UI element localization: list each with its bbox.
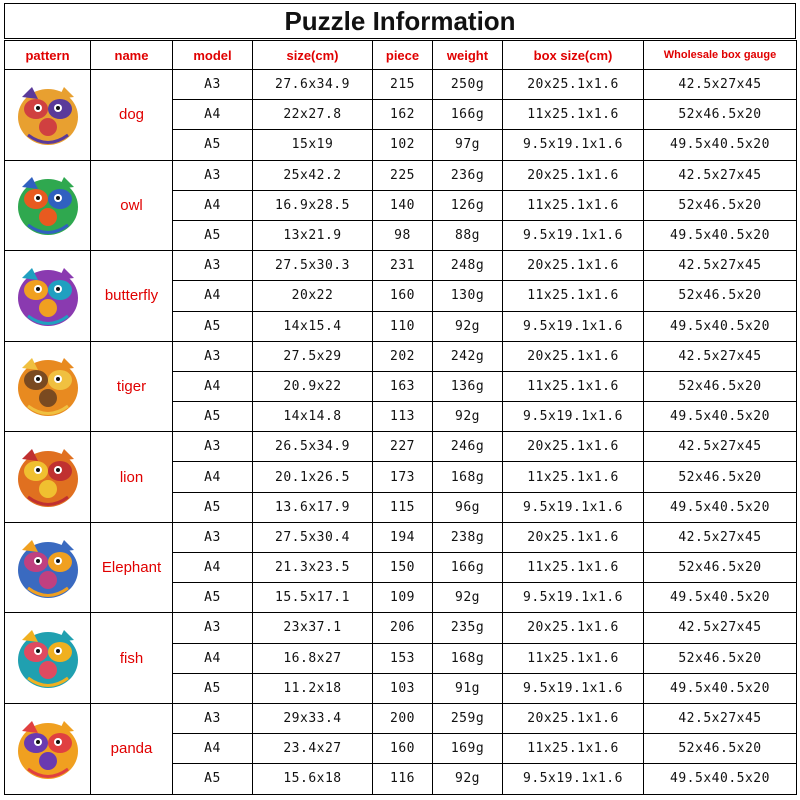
size-cell: 23.4x27: [253, 734, 373, 764]
wholesale-gauge-cell: 42.5x27x45: [644, 613, 797, 643]
pattern-name: tiger: [91, 341, 173, 432]
pattern-name: butterfly: [91, 251, 173, 342]
header-row: [5, 41, 797, 70]
piece-cell: 160: [373, 734, 433, 764]
wholesale-gauge-cell: 52x46.5x20: [644, 100, 797, 130]
fish-puzzle-icon: [8, 618, 88, 698]
wholesale-gauge-cell: 42.5x27x45: [644, 341, 797, 371]
model-cell: A3: [173, 251, 253, 281]
box-size-cell: 9.5x19.1x1.6: [503, 673, 644, 703]
size-cell: 27.5x30.4: [253, 522, 373, 552]
box-size-cell: 20x25.1x1.6: [503, 613, 644, 643]
size-cell: 22x27.8: [253, 100, 373, 130]
weight-cell: 168g: [433, 462, 503, 492]
table-row: [5, 160, 797, 190]
model-cell: A4: [173, 643, 253, 673]
box-size-cell: 20x25.1x1.6: [503, 703, 644, 733]
box-size-cell: 20x25.1x1.6: [503, 251, 644, 281]
box-size-cell: 11x25.1x1.6: [503, 281, 644, 311]
box-size-cell: 11x25.1x1.6: [503, 371, 644, 401]
table-row: [5, 522, 797, 552]
wholesale-gauge-cell: 42.5x27x45: [644, 251, 797, 281]
weight-cell: 169g: [433, 734, 503, 764]
weight-cell: 92g: [433, 402, 503, 432]
wholesale-gauge-cell: 42.5x27x45: [644, 703, 797, 733]
header-weight: weight: [433, 41, 503, 70]
header-size: size(cm): [253, 41, 373, 70]
wholesale-gauge-cell: 42.5x27x45: [644, 432, 797, 462]
wholesale-gauge-cell: 42.5x27x45: [644, 522, 797, 552]
model-cell: A5: [173, 764, 253, 794]
box-size-cell: 9.5x19.1x1.6: [503, 492, 644, 522]
weight-cell: 97g: [433, 130, 503, 160]
size-cell: 13x21.9: [253, 220, 373, 250]
header-model: model: [173, 41, 253, 70]
weight-cell: 130g: [433, 281, 503, 311]
model-cell: A3: [173, 341, 253, 371]
pattern-cell: [5, 251, 91, 342]
model-cell: A3: [173, 160, 253, 190]
wholesale-gauge-cell: 52x46.5x20: [644, 734, 797, 764]
model-cell: A3: [173, 613, 253, 643]
header-box-size: box size(cm): [503, 41, 644, 70]
box-size-cell: 11x25.1x1.6: [503, 100, 644, 130]
piece-cell: 103: [373, 673, 433, 703]
piece-cell: 150: [373, 553, 433, 583]
page-title: Puzzle Information: [4, 3, 796, 39]
weight-cell: 235g: [433, 613, 503, 643]
model-cell: A5: [173, 220, 253, 250]
size-cell: 23x37.1: [253, 613, 373, 643]
size-cell: 20x22: [253, 281, 373, 311]
size-cell: 27.6x34.9: [253, 70, 373, 100]
weight-cell: 246g: [433, 432, 503, 462]
wholesale-gauge-cell: 52x46.5x20: [644, 190, 797, 220]
piece-cell: 162: [373, 100, 433, 130]
piece-cell: 194: [373, 522, 433, 552]
piece-cell: 227: [373, 432, 433, 462]
piece-cell: 110: [373, 311, 433, 341]
butterfly-puzzle-icon: [8, 256, 88, 336]
model-cell: A3: [173, 522, 253, 552]
box-size-cell: 11x25.1x1.6: [503, 553, 644, 583]
piece-cell: 173: [373, 462, 433, 492]
weight-cell: 250g: [433, 70, 503, 100]
table-row: [5, 432, 797, 462]
pattern-cell: [5, 432, 91, 523]
box-size-cell: 9.5x19.1x1.6: [503, 130, 644, 160]
pattern-name: lion: [91, 432, 173, 523]
table-body: [5, 70, 797, 795]
size-cell: 16.9x28.5: [253, 190, 373, 220]
box-size-cell: 9.5x19.1x1.6: [503, 220, 644, 250]
size-cell: 11.2x18: [253, 673, 373, 703]
box-size-cell: 11x25.1x1.6: [503, 190, 644, 220]
wholesale-gauge-cell: 52x46.5x20: [644, 553, 797, 583]
piece-cell: 231: [373, 251, 433, 281]
piece-cell: 140: [373, 190, 433, 220]
box-size-cell: 11x25.1x1.6: [503, 643, 644, 673]
table-row: [5, 341, 797, 371]
size-cell: 13.6x17.9: [253, 492, 373, 522]
piece-cell: 102: [373, 130, 433, 160]
weight-cell: 166g: [433, 100, 503, 130]
pattern-cell: [5, 160, 91, 251]
weight-cell: 91g: [433, 673, 503, 703]
header-pattern: pattern: [5, 41, 91, 70]
pattern-name: panda: [91, 703, 173, 794]
pattern-name: fish: [91, 613, 173, 704]
piece-cell: 113: [373, 402, 433, 432]
table-row: [5, 613, 797, 643]
box-size-cell: 20x25.1x1.6: [503, 160, 644, 190]
owl-puzzle-icon: [8, 165, 88, 245]
weight-cell: 166g: [433, 553, 503, 583]
elephant-puzzle-icon: [8, 528, 88, 608]
table-row: [5, 251, 797, 281]
model-cell: A4: [173, 190, 253, 220]
pattern-cell: [5, 613, 91, 704]
panda-puzzle-icon: [8, 709, 88, 789]
model-cell: A5: [173, 311, 253, 341]
wholesale-gauge-cell: 42.5x27x45: [644, 160, 797, 190]
model-cell: A3: [173, 703, 253, 733]
weight-cell: 236g: [433, 160, 503, 190]
size-cell: 14x14.8: [253, 402, 373, 432]
header-name: name: [91, 41, 173, 70]
box-size-cell: 9.5x19.1x1.6: [503, 402, 644, 432]
wholesale-gauge-cell: 49.5x40.5x20: [644, 311, 797, 341]
wholesale-gauge-cell: 49.5x40.5x20: [644, 220, 797, 250]
wholesale-gauge-cell: 49.5x40.5x20: [644, 673, 797, 703]
box-size-cell: 9.5x19.1x1.6: [503, 311, 644, 341]
size-cell: 20.9x22: [253, 371, 373, 401]
model-cell: A4: [173, 371, 253, 401]
wholesale-gauge-cell: 42.5x27x45: [644, 70, 797, 100]
wholesale-gauge-cell: 49.5x40.5x20: [644, 492, 797, 522]
piece-cell: 225: [373, 160, 433, 190]
weight-cell: 92g: [433, 583, 503, 613]
weight-cell: 92g: [433, 311, 503, 341]
model-cell: A5: [173, 402, 253, 432]
model-cell: A4: [173, 462, 253, 492]
weight-cell: 126g: [433, 190, 503, 220]
pattern-cell: [5, 70, 91, 161]
wholesale-gauge-cell: 49.5x40.5x20: [644, 764, 797, 794]
wholesale-gauge-cell: 52x46.5x20: [644, 643, 797, 673]
box-size-cell: 11x25.1x1.6: [503, 734, 644, 764]
model-cell: A5: [173, 130, 253, 160]
pattern-cell: [5, 522, 91, 613]
wholesale-gauge-cell: 49.5x40.5x20: [644, 130, 797, 160]
size-cell: 15.6x18: [253, 764, 373, 794]
size-cell: 20.1x26.5: [253, 462, 373, 492]
pattern-name: owl: [91, 160, 173, 251]
weight-cell: 92g: [433, 764, 503, 794]
box-size-cell: 20x25.1x1.6: [503, 70, 644, 100]
box-size-cell: 20x25.1x1.6: [503, 522, 644, 552]
model-cell: A5: [173, 673, 253, 703]
model-cell: A5: [173, 492, 253, 522]
pattern-name: dog: [91, 70, 173, 161]
table-row: [5, 703, 797, 733]
size-cell: 25x42.2: [253, 160, 373, 190]
piece-cell: 215: [373, 70, 433, 100]
box-size-cell: 9.5x19.1x1.6: [503, 583, 644, 613]
size-cell: 15.5x17.1: [253, 583, 373, 613]
pattern-name: Elephant: [91, 522, 173, 613]
weight-cell: 168g: [433, 643, 503, 673]
model-cell: A4: [173, 553, 253, 583]
piece-cell: 200: [373, 703, 433, 733]
size-cell: 14x15.4: [253, 311, 373, 341]
wholesale-gauge-cell: 49.5x40.5x20: [644, 402, 797, 432]
weight-cell: 242g: [433, 341, 503, 371]
weight-cell: 88g: [433, 220, 503, 250]
wholesale-gauge-cell: 49.5x40.5x20: [644, 583, 797, 613]
model-cell: A3: [173, 432, 253, 462]
size-cell: 16.8x27: [253, 643, 373, 673]
model-cell: A3: [173, 70, 253, 100]
model-cell: A5: [173, 583, 253, 613]
box-size-cell: 20x25.1x1.6: [503, 341, 644, 371]
wholesale-gauge-cell: 52x46.5x20: [644, 462, 797, 492]
model-cell: A4: [173, 281, 253, 311]
piece-cell: 153: [373, 643, 433, 673]
weight-cell: 136g: [433, 371, 503, 401]
table-row: [5, 70, 797, 100]
size-cell: 27.5x30.3: [253, 251, 373, 281]
puzzle-info-table: [4, 40, 797, 795]
box-size-cell: 20x25.1x1.6: [503, 432, 644, 462]
box-size-cell: 9.5x19.1x1.6: [503, 764, 644, 794]
header-piece: piece: [373, 41, 433, 70]
size-cell: 26.5x34.9: [253, 432, 373, 462]
piece-cell: 116: [373, 764, 433, 794]
size-cell: 21.3x23.5: [253, 553, 373, 583]
size-cell: 27.5x29: [253, 341, 373, 371]
piece-cell: 109: [373, 583, 433, 613]
wholesale-gauge-cell: 52x46.5x20: [644, 281, 797, 311]
size-cell: 15x19: [253, 130, 373, 160]
weight-cell: 248g: [433, 251, 503, 281]
weight-cell: 259g: [433, 703, 503, 733]
lion-puzzle-icon: [8, 437, 88, 517]
piece-cell: 98: [373, 220, 433, 250]
dog-puzzle-icon: [8, 75, 88, 155]
tiger-puzzle-icon: [8, 346, 88, 426]
piece-cell: 202: [373, 341, 433, 371]
piece-cell: 115: [373, 492, 433, 522]
header-wholesale-box-gauge: Wholesale box gauge: [644, 41, 797, 70]
pattern-cell: [5, 703, 91, 794]
pattern-cell: [5, 341, 91, 432]
weight-cell: 96g: [433, 492, 503, 522]
size-cell: 29x33.4: [253, 703, 373, 733]
model-cell: A4: [173, 100, 253, 130]
piece-cell: 163: [373, 371, 433, 401]
piece-cell: 206: [373, 613, 433, 643]
box-size-cell: 11x25.1x1.6: [503, 462, 644, 492]
model-cell: A4: [173, 734, 253, 764]
wholesale-gauge-cell: 52x46.5x20: [644, 371, 797, 401]
weight-cell: 238g: [433, 522, 503, 552]
piece-cell: 160: [373, 281, 433, 311]
